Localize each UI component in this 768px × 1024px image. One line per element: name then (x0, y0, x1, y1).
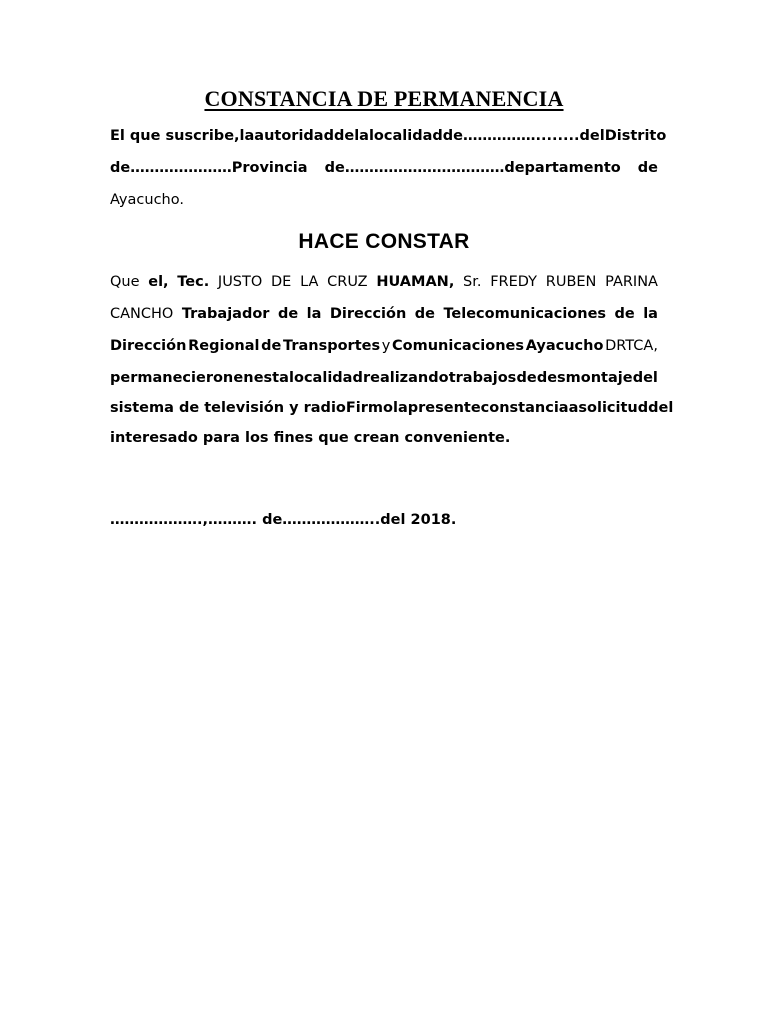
word: presente (407, 400, 481, 416)
word: la (306, 306, 322, 322)
word: Sr. (463, 274, 482, 290)
word: Trabajador (181, 306, 270, 322)
word: Comunicaciones (392, 338, 525, 354)
word: a (568, 400, 579, 416)
intro-line-2 (110, 156, 658, 180)
word: del (579, 128, 605, 144)
word: el, (148, 274, 169, 290)
word: de (333, 128, 355, 144)
word: de……………........ (442, 128, 580, 144)
word: de……………………………departamento (324, 160, 621, 176)
word: solicitud (578, 400, 649, 416)
word: de (261, 338, 282, 354)
word: Firmo (345, 400, 393, 416)
word: realizando (362, 370, 449, 386)
word: LA (300, 274, 319, 290)
body-line-3 (110, 334, 658, 358)
intro-line-3: Ayacucho. (110, 192, 184, 208)
word: Que (110, 274, 140, 290)
body-line-4 (110, 366, 658, 390)
word: la (239, 128, 255, 144)
word: Dirección (329, 306, 407, 322)
word: El que suscribe, (110, 128, 240, 144)
word: Transportes (283, 338, 381, 354)
word: Telecomunicaciones (443, 306, 607, 322)
body-line-1 (110, 270, 658, 294)
word: FREDY (490, 274, 538, 290)
word: y (381, 338, 391, 354)
word: Regional (188, 338, 260, 354)
word: JUSTO (217, 274, 263, 290)
date-line: ……………….,………. de………………..del 2018. (110, 512, 457, 528)
word: del (648, 400, 674, 416)
word: de (414, 306, 435, 322)
section-heading: HACE CONSTAR (298, 230, 470, 253)
body-line-5 (110, 396, 674, 420)
body-line-6: interesado para los fines que crean conveniente. (110, 430, 511, 446)
word: sistema de televisión y radio (110, 400, 346, 416)
word: de…………………Provincia (110, 160, 308, 176)
word: RUBEN (545, 274, 597, 290)
word: CANCHO (110, 306, 174, 322)
word: permanecieron (110, 370, 234, 386)
word: localidad (368, 128, 443, 144)
word: autoridad (254, 128, 334, 144)
word: Ayacucho (525, 338, 604, 354)
word: PARINA (605, 274, 658, 290)
word: de (516, 370, 537, 386)
word: Tec. (177, 274, 210, 290)
word: localidad (289, 370, 363, 386)
word: Distrito (604, 128, 667, 144)
body-line-2 (110, 302, 658, 326)
word: desmontaje (536, 370, 633, 386)
word: en (233, 370, 254, 386)
word: la (354, 128, 369, 144)
word: DE (271, 274, 292, 290)
document-title: CONSTANCIA DE PERMANENCIA (204, 86, 564, 111)
word: de (277, 306, 299, 322)
word: HUAMAN, (376, 274, 455, 290)
word: CRUZ (327, 274, 368, 290)
word: esta (253, 370, 289, 386)
word: trabajos (448, 370, 517, 386)
word: DRTCA, (605, 338, 658, 354)
intro-line-1 (110, 124, 667, 148)
word: constancia (480, 400, 569, 416)
word: de (614, 306, 635, 322)
word: Dirección (110, 338, 187, 354)
word: de (637, 160, 658, 176)
word: la (643, 306, 658, 322)
word: la (392, 400, 408, 416)
word: del (632, 370, 658, 386)
